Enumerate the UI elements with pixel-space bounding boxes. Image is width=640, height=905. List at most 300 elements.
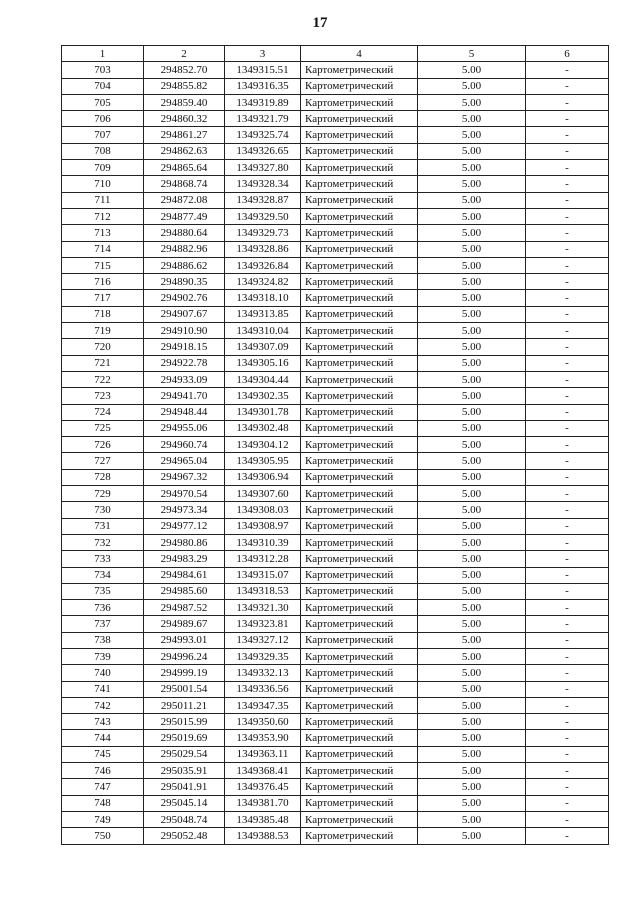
method-cell: Картометрический	[301, 779, 418, 795]
point-number-cell: 723	[62, 388, 144, 404]
note-cell: -	[526, 241, 609, 257]
point-number-cell: 731	[62, 518, 144, 534]
table-row	[62, 779, 609, 795]
x-coordinate-cell: 294886.62	[144, 257, 225, 273]
x-coordinate-cell: 294918.15	[144, 339, 225, 355]
x-coordinate-cell: 295015.99	[144, 714, 225, 730]
accuracy-cell: 5.00	[418, 94, 526, 110]
method-cell: Картометрический	[301, 453, 418, 469]
page-number: 17	[312, 15, 328, 31]
note-cell: -	[526, 290, 609, 306]
table-row	[62, 94, 609, 110]
x-coordinate-cell: 294862.63	[144, 143, 225, 159]
method-cell: Картометрический	[301, 763, 418, 779]
y-coordinate-cell: 1349385.48	[225, 811, 301, 827]
point-number-cell: 741	[62, 681, 144, 697]
y-coordinate-cell: 1349316.35	[225, 78, 301, 94]
column-header: 4	[301, 46, 418, 62]
x-coordinate-cell: 294907.67	[144, 306, 225, 322]
method-cell: Картометрический	[301, 583, 418, 599]
method-cell: Картометрический	[301, 62, 418, 78]
accuracy-cell: 5.00	[418, 697, 526, 713]
point-number-cell: 744	[62, 730, 144, 746]
point-number-cell: 727	[62, 453, 144, 469]
method-cell: Картометрический	[301, 371, 418, 387]
accuracy-cell: 5.00	[418, 78, 526, 94]
accuracy-cell: 5.00	[418, 241, 526, 257]
y-coordinate-cell: 1349302.35	[225, 388, 301, 404]
x-coordinate-cell: 294980.86	[144, 534, 225, 550]
note-cell: -	[526, 274, 609, 290]
y-coordinate-cell: 1349321.79	[225, 111, 301, 127]
x-coordinate-cell: 294967.32	[144, 469, 225, 485]
point-number-cell: 725	[62, 420, 144, 436]
note-cell: -	[526, 323, 609, 339]
x-coordinate-cell: 294955.06	[144, 420, 225, 436]
x-coordinate-cell: 295029.54	[144, 746, 225, 762]
method-cell: Картометрический	[301, 697, 418, 713]
table-row	[62, 274, 609, 290]
column-header: 6	[526, 46, 609, 62]
x-coordinate-cell: 294865.64	[144, 160, 225, 176]
table-row	[62, 404, 609, 420]
y-coordinate-cell: 1349304.44	[225, 371, 301, 387]
accuracy-cell: 5.00	[418, 518, 526, 534]
accuracy-cell: 5.00	[418, 779, 526, 795]
note-cell: -	[526, 567, 609, 583]
note-cell: -	[526, 795, 609, 811]
note-cell: -	[526, 714, 609, 730]
accuracy-cell: 5.00	[418, 648, 526, 664]
y-coordinate-cell: 1349324.82	[225, 274, 301, 290]
point-number-cell: 747	[62, 779, 144, 795]
note-cell: -	[526, 648, 609, 664]
accuracy-cell: 5.00	[418, 143, 526, 159]
point-number-cell: 749	[62, 811, 144, 827]
table-row	[62, 600, 609, 616]
y-coordinate-cell: 1349323.81	[225, 616, 301, 632]
point-number-cell: 710	[62, 176, 144, 192]
table-row	[62, 127, 609, 143]
table-row	[62, 176, 609, 192]
note-cell: -	[526, 697, 609, 713]
x-coordinate-cell: 295019.69	[144, 730, 225, 746]
x-coordinate-cell: 294941.70	[144, 388, 225, 404]
y-coordinate-cell: 1349318.10	[225, 290, 301, 306]
note-cell: -	[526, 94, 609, 110]
y-coordinate-cell: 1349310.04	[225, 323, 301, 339]
x-coordinate-cell: 294987.52	[144, 600, 225, 616]
note-cell: -	[526, 355, 609, 371]
accuracy-cell: 5.00	[418, 730, 526, 746]
y-coordinate-cell: 1349308.97	[225, 518, 301, 534]
table-row	[62, 730, 609, 746]
table-row	[62, 502, 609, 518]
table-row	[62, 62, 609, 78]
method-cell: Картометрический	[301, 192, 418, 208]
x-coordinate-cell: 294984.61	[144, 567, 225, 583]
point-number-cell: 713	[62, 225, 144, 241]
note-cell: -	[526, 371, 609, 387]
y-coordinate-cell: 1349304.12	[225, 437, 301, 453]
point-number-cell: 750	[62, 828, 144, 844]
x-coordinate-cell: 294993.01	[144, 632, 225, 648]
y-coordinate-cell: 1349327.12	[225, 632, 301, 648]
accuracy-cell: 5.00	[418, 795, 526, 811]
method-cell: Картометрический	[301, 160, 418, 176]
accuracy-cell: 5.00	[418, 306, 526, 322]
table-row	[62, 518, 609, 534]
x-coordinate-cell: 294977.12	[144, 518, 225, 534]
y-coordinate-cell: 1349328.87	[225, 192, 301, 208]
accuracy-cell: 5.00	[418, 583, 526, 599]
note-cell: -	[526, 339, 609, 355]
note-cell: -	[526, 78, 609, 94]
point-number-cell: 729	[62, 486, 144, 502]
table-row	[62, 665, 609, 681]
method-cell: Картометрический	[301, 567, 418, 583]
table-body	[62, 62, 609, 844]
point-number-cell: 717	[62, 290, 144, 306]
y-coordinate-cell: 1349368.41	[225, 763, 301, 779]
table-row	[62, 486, 609, 502]
accuracy-cell: 5.00	[418, 567, 526, 583]
x-coordinate-cell: 294996.24	[144, 648, 225, 664]
method-cell: Картометрический	[301, 502, 418, 518]
point-number-cell: 712	[62, 208, 144, 224]
table-row	[62, 534, 609, 550]
table-row	[62, 290, 609, 306]
x-coordinate-cell: 294882.96	[144, 241, 225, 257]
accuracy-cell: 5.00	[418, 469, 526, 485]
accuracy-cell: 5.00	[418, 632, 526, 648]
table-row	[62, 795, 609, 811]
method-cell: Картометрический	[301, 616, 418, 632]
note-cell: -	[526, 111, 609, 127]
method-cell: Картометрический	[301, 600, 418, 616]
table-row	[62, 78, 609, 94]
point-number-cell: 733	[62, 551, 144, 567]
accuracy-cell: 5.00	[418, 323, 526, 339]
note-cell: -	[526, 518, 609, 534]
point-number-cell: 735	[62, 583, 144, 599]
method-cell: Картометрический	[301, 551, 418, 567]
note-cell: -	[526, 469, 609, 485]
point-number-cell: 718	[62, 306, 144, 322]
point-number-cell: 748	[62, 795, 144, 811]
table-row	[62, 339, 609, 355]
y-coordinate-cell: 1349381.70	[225, 795, 301, 811]
x-coordinate-cell: 294859.40	[144, 94, 225, 110]
method-cell: Картометрический	[301, 355, 418, 371]
table-row	[62, 241, 609, 257]
x-coordinate-cell: 295048.74	[144, 811, 225, 827]
point-number-cell: 734	[62, 567, 144, 583]
point-number-cell: 730	[62, 502, 144, 518]
method-cell: Картометрический	[301, 94, 418, 110]
method-cell: Картометрический	[301, 388, 418, 404]
column-header: 3	[225, 46, 301, 62]
table-row	[62, 616, 609, 632]
table-row	[62, 583, 609, 599]
note-cell: -	[526, 534, 609, 550]
method-cell: Картометрический	[301, 225, 418, 241]
note-cell: -	[526, 388, 609, 404]
x-coordinate-cell: 295045.14	[144, 795, 225, 811]
method-cell: Картометрический	[301, 714, 418, 730]
table-row	[62, 437, 609, 453]
x-coordinate-cell: 294890.35	[144, 274, 225, 290]
accuracy-cell: 5.00	[418, 339, 526, 355]
y-coordinate-cell: 1349326.84	[225, 257, 301, 273]
column-header: 1	[62, 46, 144, 62]
table-row	[62, 567, 609, 583]
accuracy-cell: 5.00	[418, 502, 526, 518]
x-coordinate-cell: 294910.90	[144, 323, 225, 339]
table-row	[62, 371, 609, 387]
x-coordinate-cell: 294855.82	[144, 78, 225, 94]
y-coordinate-cell: 1349327.80	[225, 160, 301, 176]
x-coordinate-cell: 294872.08	[144, 192, 225, 208]
y-coordinate-cell: 1349388.53	[225, 828, 301, 844]
accuracy-cell: 5.00	[418, 127, 526, 143]
coordinates-table	[61, 45, 609, 845]
note-cell: -	[526, 681, 609, 697]
note-cell: -	[526, 453, 609, 469]
note-cell: -	[526, 763, 609, 779]
y-coordinate-cell: 1349318.53	[225, 583, 301, 599]
point-number-cell: 742	[62, 697, 144, 713]
y-coordinate-cell: 1349307.09	[225, 339, 301, 355]
accuracy-cell: 5.00	[418, 534, 526, 550]
y-coordinate-cell: 1349328.34	[225, 176, 301, 192]
method-cell: Картометрический	[301, 469, 418, 485]
y-coordinate-cell: 1349310.39	[225, 534, 301, 550]
y-coordinate-cell: 1349319.89	[225, 94, 301, 110]
y-coordinate-cell: 1349376.45	[225, 779, 301, 795]
point-number-cell: 715	[62, 257, 144, 273]
point-number-cell: 722	[62, 371, 144, 387]
note-cell: -	[526, 502, 609, 518]
accuracy-cell: 5.00	[418, 404, 526, 420]
note-cell: -	[526, 616, 609, 632]
method-cell: Картометрический	[301, 828, 418, 844]
y-coordinate-cell: 1349350.60	[225, 714, 301, 730]
note-cell: -	[526, 779, 609, 795]
accuracy-cell: 5.00	[418, 208, 526, 224]
y-coordinate-cell: 1349329.73	[225, 225, 301, 241]
note-cell: -	[526, 208, 609, 224]
point-number-cell: 705	[62, 94, 144, 110]
accuracy-cell: 5.00	[418, 225, 526, 241]
y-coordinate-cell: 1349301.78	[225, 404, 301, 420]
table-row	[62, 811, 609, 827]
accuracy-cell: 5.00	[418, 486, 526, 502]
accuracy-cell: 5.00	[418, 290, 526, 306]
table-row	[62, 388, 609, 404]
y-coordinate-cell: 1349321.30	[225, 600, 301, 616]
point-number-cell: 724	[62, 404, 144, 420]
method-cell: Картометрический	[301, 681, 418, 697]
x-coordinate-cell: 295052.48	[144, 828, 225, 844]
accuracy-cell: 5.00	[418, 437, 526, 453]
table-row	[62, 453, 609, 469]
method-cell: Картометрический	[301, 420, 418, 436]
x-coordinate-cell: 294860.32	[144, 111, 225, 127]
method-cell: Картометрический	[301, 274, 418, 290]
point-number-cell: 736	[62, 600, 144, 616]
method-cell: Картометрический	[301, 746, 418, 762]
method-cell: Картометрический	[301, 176, 418, 192]
accuracy-cell: 5.00	[418, 274, 526, 290]
method-cell: Картометрический	[301, 257, 418, 273]
table-row	[62, 111, 609, 127]
y-coordinate-cell: 1349329.50	[225, 208, 301, 224]
method-cell: Картометрический	[301, 111, 418, 127]
table-row	[62, 551, 609, 567]
x-coordinate-cell: 294852.70	[144, 62, 225, 78]
point-number-cell: 746	[62, 763, 144, 779]
x-coordinate-cell: 295035.91	[144, 763, 225, 779]
point-number-cell: 745	[62, 746, 144, 762]
note-cell: -	[526, 551, 609, 567]
x-coordinate-cell: 294965.04	[144, 453, 225, 469]
method-cell: Картометрический	[301, 323, 418, 339]
note-cell: -	[526, 730, 609, 746]
accuracy-cell: 5.00	[418, 828, 526, 844]
accuracy-cell: 5.00	[418, 111, 526, 127]
x-coordinate-cell: 294922.78	[144, 355, 225, 371]
x-coordinate-cell: 295041.91	[144, 779, 225, 795]
table-row	[62, 355, 609, 371]
point-number-cell: 726	[62, 437, 144, 453]
y-coordinate-cell: 1349329.35	[225, 648, 301, 664]
column-header: 5	[418, 46, 526, 62]
point-number-cell: 711	[62, 192, 144, 208]
y-coordinate-cell: 1349302.48	[225, 420, 301, 436]
x-coordinate-cell: 294970.54	[144, 486, 225, 502]
x-coordinate-cell: 294933.09	[144, 371, 225, 387]
y-coordinate-cell: 1349353.90	[225, 730, 301, 746]
accuracy-cell: 5.00	[418, 371, 526, 387]
table-row	[62, 323, 609, 339]
point-number-cell: 740	[62, 665, 144, 681]
method-cell: Картометрический	[301, 241, 418, 257]
accuracy-cell: 5.00	[418, 681, 526, 697]
point-number-cell: 707	[62, 127, 144, 143]
y-coordinate-cell: 1349328.86	[225, 241, 301, 257]
note-cell: -	[526, 127, 609, 143]
note-cell: -	[526, 420, 609, 436]
note-cell: -	[526, 665, 609, 681]
point-number-cell: 728	[62, 469, 144, 485]
accuracy-cell: 5.00	[418, 551, 526, 567]
y-coordinate-cell: 1349336.56	[225, 681, 301, 697]
accuracy-cell: 5.00	[418, 665, 526, 681]
x-coordinate-cell: 294861.27	[144, 127, 225, 143]
point-number-cell: 703	[62, 62, 144, 78]
method-cell: Картометрический	[301, 127, 418, 143]
y-coordinate-cell: 1349305.95	[225, 453, 301, 469]
method-cell: Картометрический	[301, 730, 418, 746]
note-cell: -	[526, 225, 609, 241]
table-row	[62, 225, 609, 241]
table-row	[62, 208, 609, 224]
note-cell: -	[526, 404, 609, 420]
note-cell: -	[526, 583, 609, 599]
x-coordinate-cell: 294985.60	[144, 583, 225, 599]
x-coordinate-cell: 294902.76	[144, 290, 225, 306]
table-row	[62, 763, 609, 779]
method-cell: Картометрический	[301, 290, 418, 306]
x-coordinate-cell: 294880.64	[144, 225, 225, 241]
note-cell: -	[526, 62, 609, 78]
table-row	[62, 697, 609, 713]
method-cell: Картометрический	[301, 78, 418, 94]
table-row	[62, 143, 609, 159]
accuracy-cell: 5.00	[418, 763, 526, 779]
note-cell: -	[526, 746, 609, 762]
method-cell: Картометрический	[301, 534, 418, 550]
accuracy-cell: 5.00	[418, 388, 526, 404]
accuracy-cell: 5.00	[418, 811, 526, 827]
table-row	[62, 469, 609, 485]
x-coordinate-cell: 295001.54	[144, 681, 225, 697]
accuracy-cell: 5.00	[418, 62, 526, 78]
method-cell: Картометрический	[301, 143, 418, 159]
method-cell: Картометрический	[301, 306, 418, 322]
point-number-cell: 704	[62, 78, 144, 94]
accuracy-cell: 5.00	[418, 453, 526, 469]
method-cell: Картометрический	[301, 665, 418, 681]
method-cell: Картометрический	[301, 437, 418, 453]
point-number-cell: 732	[62, 534, 144, 550]
accuracy-cell: 5.00	[418, 616, 526, 632]
note-cell: -	[526, 811, 609, 827]
table-row	[62, 828, 609, 844]
note-cell: -	[526, 306, 609, 322]
y-coordinate-cell: 1349308.03	[225, 502, 301, 518]
point-number-cell: 721	[62, 355, 144, 371]
accuracy-cell: 5.00	[418, 355, 526, 371]
point-number-cell: 719	[62, 323, 144, 339]
table-row	[62, 632, 609, 648]
y-coordinate-cell: 1349332.13	[225, 665, 301, 681]
x-coordinate-cell: 294877.49	[144, 208, 225, 224]
x-coordinate-cell: 294948.44	[144, 404, 225, 420]
table-row	[62, 681, 609, 697]
point-number-cell: 714	[62, 241, 144, 257]
y-coordinate-cell: 1349325.74	[225, 127, 301, 143]
point-number-cell: 738	[62, 632, 144, 648]
x-coordinate-cell: 294973.34	[144, 502, 225, 518]
table-row	[62, 257, 609, 273]
note-cell: -	[526, 437, 609, 453]
point-number-cell: 743	[62, 714, 144, 730]
point-number-cell: 708	[62, 143, 144, 159]
accuracy-cell: 5.00	[418, 600, 526, 616]
x-coordinate-cell: 294960.74	[144, 437, 225, 453]
accuracy-cell: 5.00	[418, 160, 526, 176]
method-cell: Картометрический	[301, 648, 418, 664]
accuracy-cell: 5.00	[418, 176, 526, 192]
note-cell: -	[526, 176, 609, 192]
note-cell: -	[526, 257, 609, 273]
note-cell: -	[526, 600, 609, 616]
method-cell: Картометрический	[301, 811, 418, 827]
table-row	[62, 420, 609, 436]
y-coordinate-cell: 1349312.28	[225, 551, 301, 567]
